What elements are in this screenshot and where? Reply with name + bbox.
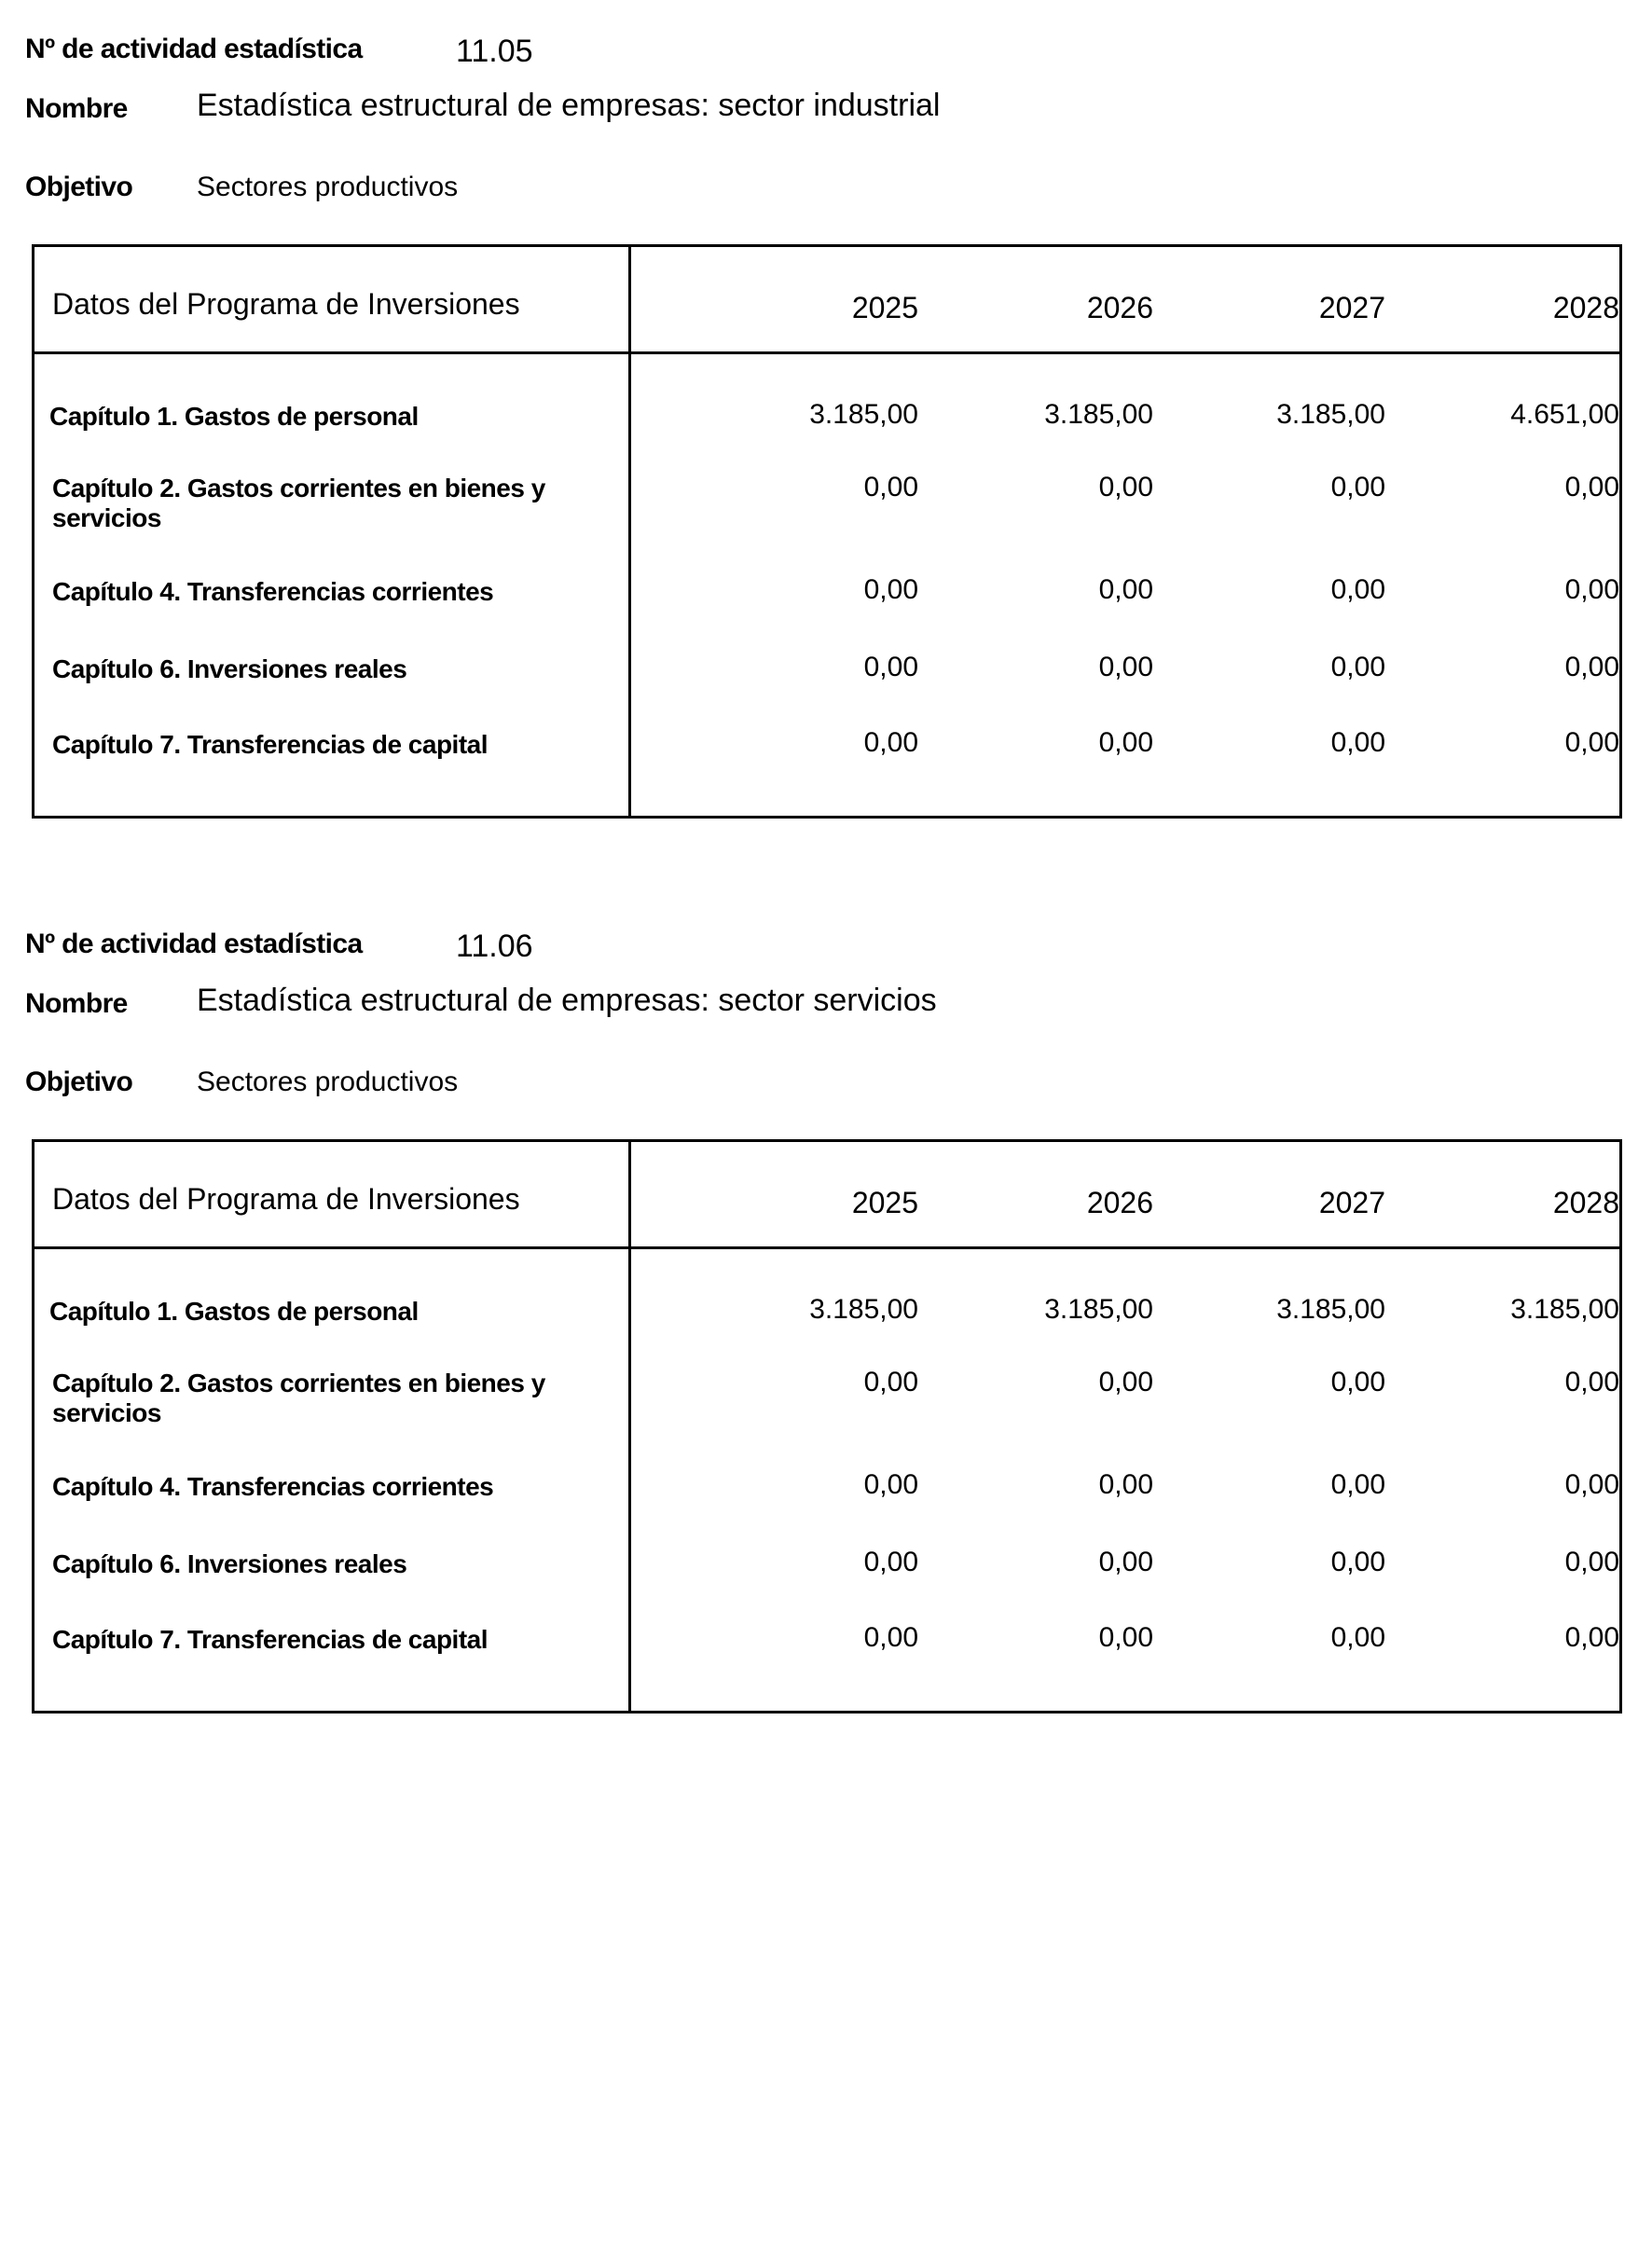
table-header-title: Datos del Programa de Inversiones bbox=[52, 1182, 520, 1216]
objective-value: Sectores productivos bbox=[197, 172, 459, 202]
row-label-chapter-2: Capítulo 2. Gastos corrientes en bienes y servicios bbox=[52, 474, 545, 532]
year-header-2025: 2025 bbox=[851, 1186, 918, 1219]
table-cell: 0,00 bbox=[1564, 1547, 1619, 1577]
table-cell: 0,00 bbox=[1098, 472, 1153, 502]
table-cell: 0,00 bbox=[1330, 1547, 1385, 1577]
table-cell: 0,00 bbox=[1098, 574, 1153, 605]
table-cell: 0,00 bbox=[863, 727, 918, 758]
name-value: Estadística estructural de empresas: sector servicios bbox=[197, 983, 937, 1018]
year-header-2026: 2026 bbox=[1086, 291, 1153, 324]
table-cell: 0,00 bbox=[1564, 727, 1619, 758]
table-cell: 0,00 bbox=[1098, 1469, 1153, 1500]
table-cell: 3.185,00 bbox=[1510, 1294, 1619, 1325]
table-header-divider bbox=[34, 351, 1619, 354]
table-column-divider bbox=[628, 1142, 631, 1711]
table-cell: 0,00 bbox=[1564, 574, 1619, 605]
activity-number-value: 11.05 bbox=[456, 34, 533, 69]
table-header-title: Datos del Programa de Inversiones bbox=[52, 287, 520, 321]
row-label-chapter-2: Capítulo 2. Gastos corrientes en bienes y servicios bbox=[52, 1369, 545, 1427]
table-cell: 3.185,00 bbox=[1044, 1294, 1153, 1325]
table-cell: 0,00 bbox=[1330, 1469, 1385, 1500]
table-cell: 0,00 bbox=[1564, 472, 1619, 502]
table-cell: 4.651,00 bbox=[1510, 399, 1619, 430]
table-cell: 0,00 bbox=[1098, 727, 1153, 758]
table-cell: 3.185,00 bbox=[809, 399, 918, 430]
table-cell: 0,00 bbox=[1564, 1367, 1619, 1397]
table-cell: 0,00 bbox=[1098, 1622, 1153, 1653]
row-label-chapter-1: Capítulo 1. Gastos de personal bbox=[49, 1297, 419, 1326]
table-cell: 0,00 bbox=[863, 472, 918, 502]
activity-number-value: 11.06 bbox=[456, 929, 533, 964]
table-cell: 0,00 bbox=[1564, 1469, 1619, 1500]
name-label: Nombre bbox=[25, 988, 128, 1019]
year-header-2027: 2027 bbox=[1318, 291, 1385, 324]
table-cell: 0,00 bbox=[863, 1469, 918, 1500]
objective-label: Objetivo bbox=[25, 1067, 133, 1097]
year-header-2028: 2028 bbox=[1552, 1186, 1619, 1219]
table-cell: 3.185,00 bbox=[1044, 399, 1153, 430]
table-cell: 0,00 bbox=[863, 1622, 918, 1653]
year-header-2026: 2026 bbox=[1086, 1186, 1153, 1219]
table-cell: 0,00 bbox=[863, 1367, 918, 1397]
table-header-divider bbox=[34, 1246, 1619, 1249]
table-column-divider bbox=[628, 247, 631, 816]
activity-section-1105 bbox=[0, 0, 1652, 839]
row-label-chapter-7: Capítulo 7. Transferencias de capital bbox=[52, 730, 489, 759]
table-cell: 0,00 bbox=[1564, 1622, 1619, 1653]
table-cell: 3.185,00 bbox=[809, 1294, 918, 1325]
row-label-chapter-4: Capítulo 4. Transferencias corrientes bbox=[52, 577, 494, 606]
table-cell: 0,00 bbox=[863, 652, 918, 682]
table-cell: 0,00 bbox=[863, 1547, 918, 1577]
table-cell: 0,00 bbox=[1564, 652, 1619, 682]
activity-section-1106 bbox=[0, 895, 1652, 1734]
table-cell: 3.185,00 bbox=[1276, 1294, 1385, 1325]
name-value: Estadística estructural de empresas: sector industrial bbox=[197, 88, 941, 123]
investment-table bbox=[32, 244, 1622, 819]
activity-number-label: Nº de actividad estadística bbox=[25, 929, 363, 959]
row-label-chapter-4: Capítulo 4. Transferencias corrientes bbox=[52, 1472, 494, 1501]
table-cell: 0,00 bbox=[1098, 1547, 1153, 1577]
table-cell: 0,00 bbox=[1330, 1367, 1385, 1397]
objective-label: Objetivo bbox=[25, 172, 133, 202]
row-label-chapter-1: Capítulo 1. Gastos de personal bbox=[49, 402, 419, 431]
table-cell: 0,00 bbox=[1098, 1367, 1153, 1397]
table-cell: 0,00 bbox=[1330, 574, 1385, 605]
table-cell: 0,00 bbox=[1330, 1622, 1385, 1653]
table-cell: 3.185,00 bbox=[1276, 399, 1385, 430]
activity-number-label: Nº de actividad estadística bbox=[25, 34, 363, 64]
table-cell: 0,00 bbox=[1330, 652, 1385, 682]
row-label-chapter-6: Capítulo 6. Inversiones reales bbox=[52, 1549, 407, 1578]
year-header-2028: 2028 bbox=[1552, 291, 1619, 324]
objective-value: Sectores productivos bbox=[197, 1067, 459, 1097]
year-header-2027: 2027 bbox=[1318, 1186, 1385, 1219]
year-header-2025: 2025 bbox=[851, 291, 918, 324]
row-label-chapter-7: Capítulo 7. Transferencias de capital bbox=[52, 1625, 489, 1654]
name-label: Nombre bbox=[25, 93, 128, 124]
row-label-chapter-6: Capítulo 6. Inversiones reales bbox=[52, 654, 407, 683]
investment-table bbox=[32, 1139, 1622, 1713]
table-cell: 0,00 bbox=[1330, 472, 1385, 502]
table-cell: 0,00 bbox=[1330, 727, 1385, 758]
table-cell: 0,00 bbox=[1098, 652, 1153, 682]
table-cell: 0,00 bbox=[863, 574, 918, 605]
